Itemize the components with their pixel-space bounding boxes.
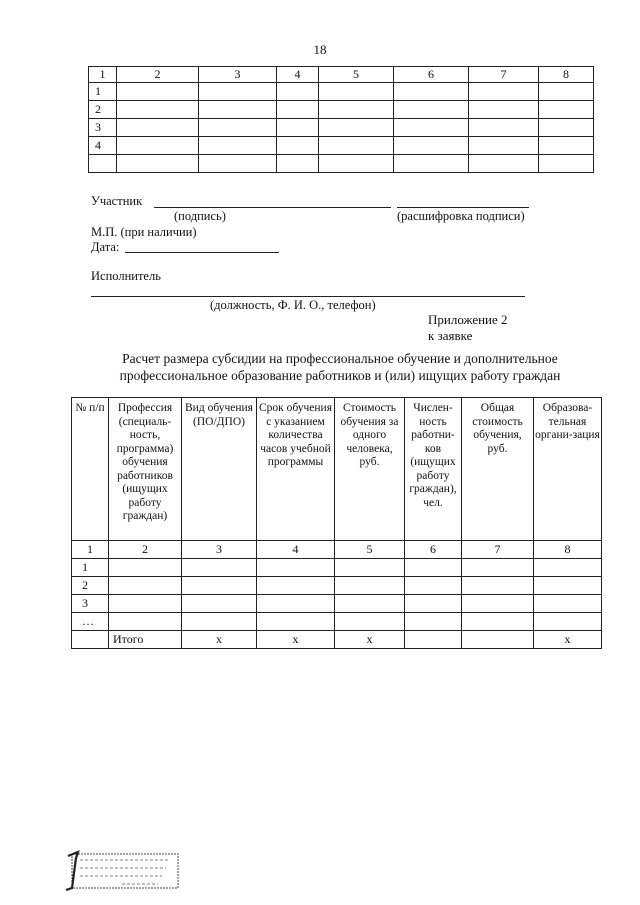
- table-cell: [277, 101, 319, 119]
- table-cell: [109, 559, 182, 577]
- column-header: Образова-тельная органи-зация: [534, 398, 602, 541]
- appendix-title-line: к заявке: [428, 328, 473, 343]
- table-cell: [534, 595, 602, 613]
- total-cell: х: [335, 631, 405, 649]
- row-number: 1: [72, 559, 109, 577]
- column-number: 7: [462, 541, 534, 559]
- participant-label: Участник: [91, 194, 143, 208]
- column-header: № п/п: [72, 398, 109, 541]
- date-line[interactable]: [125, 252, 279, 253]
- table-cell: [335, 577, 405, 595]
- page-number: 18: [313, 42, 327, 57]
- table-cell: [462, 613, 534, 631]
- column-number: 7: [469, 67, 539, 83]
- total-cell: [462, 631, 534, 649]
- table-cell: [277, 83, 319, 101]
- table-cell: [405, 559, 462, 577]
- table-cell: [534, 559, 602, 577]
- table-cell: [182, 613, 257, 631]
- table-cell: [405, 613, 462, 631]
- table-row: [72, 559, 602, 577]
- table-cell: [319, 137, 394, 155]
- table-cell: [539, 155, 594, 173]
- row-number: …: [72, 613, 109, 631]
- certification-stamp: [62, 848, 180, 892]
- table-row: [89, 101, 594, 119]
- column-number: 4: [257, 541, 335, 559]
- date-label: Дата:: [91, 240, 120, 254]
- appendix-title: [428, 312, 508, 344]
- column-number: 5: [335, 541, 405, 559]
- column-number: 5: [319, 67, 394, 83]
- table-header-row: [72, 398, 602, 541]
- executor-line[interactable]: [91, 296, 525, 297]
- table-row: [89, 137, 594, 155]
- table-cell: [394, 119, 469, 137]
- total-cell: х: [257, 631, 335, 649]
- table-cell: [182, 595, 257, 613]
- heading-line: профессиональное образование работников и (или) ищущих работу граждан: [119, 368, 561, 383]
- table-row: [89, 119, 594, 137]
- executor-caption: (должность, Ф. И. О., телефон): [210, 298, 376, 312]
- total-cell: х: [534, 631, 602, 649]
- column-number: 2: [117, 67, 199, 83]
- column-header: Общая стоимость обучения, руб.: [462, 398, 534, 541]
- table-cell: [109, 595, 182, 613]
- table-cell: [319, 155, 394, 173]
- table-cell: [319, 83, 394, 101]
- column-number: 6: [405, 541, 462, 559]
- table-cell: [199, 83, 277, 101]
- column-number: 8: [534, 541, 602, 559]
- row-number: 4: [89, 137, 117, 155]
- table-row: [72, 613, 602, 631]
- table-cell: [199, 119, 277, 137]
- table-cell: [257, 577, 335, 595]
- total-cell: [405, 631, 462, 649]
- table-cell: [182, 577, 257, 595]
- table-cell: [319, 119, 394, 137]
- table-cell: [109, 577, 182, 595]
- total-cell: х: [182, 631, 257, 649]
- table-cell: [257, 613, 335, 631]
- table-cell: [109, 613, 182, 631]
- seal-label: М.П. (при наличии): [91, 225, 197, 239]
- appendix-title-line: Приложение 2: [428, 312, 508, 327]
- row-number: 2: [89, 101, 117, 119]
- table-cell: [199, 137, 277, 155]
- heading-line: Расчет размера субсидии на профессиональное обучение и дополнительное: [122, 351, 558, 366]
- section-heading: [80, 350, 600, 384]
- table-cell: [469, 155, 539, 173]
- table-cell: [469, 119, 539, 137]
- subsidy-calculation-table: [71, 397, 602, 649]
- signature-line[interactable]: [154, 207, 391, 208]
- column-number: 2: [109, 541, 182, 559]
- table-cell: [534, 613, 602, 631]
- row-number: 2: [72, 577, 109, 595]
- table-row: [72, 577, 602, 595]
- table-cell: [469, 137, 539, 155]
- row-number: [89, 155, 117, 173]
- table-row: [72, 595, 602, 613]
- column-number: 6: [394, 67, 469, 83]
- table-cell: [394, 137, 469, 155]
- table-cell: [539, 83, 594, 101]
- column-number: 3: [199, 67, 277, 83]
- table-cell: [394, 155, 469, 173]
- table-cell: [539, 101, 594, 119]
- table-row: [89, 83, 594, 101]
- table-cell: [117, 155, 199, 173]
- table-cell: [394, 83, 469, 101]
- table-cell: [319, 101, 394, 119]
- table-cell: [405, 577, 462, 595]
- column-header: Вид обучения (ПО/ДПО): [182, 398, 257, 541]
- column-number: 1: [89, 67, 117, 83]
- table-cell: [257, 595, 335, 613]
- table-cell: [469, 83, 539, 101]
- table-cell: [539, 119, 594, 137]
- table-cell: [257, 559, 335, 577]
- column-header: Стоимость обучения за одного человека, руб.: [335, 398, 405, 541]
- continuation-table: [88, 66, 594, 173]
- column-number-row: [72, 541, 602, 559]
- column-header: Профессия (специаль-ность, программа) обучения работников (ищущих работу граждан): [109, 398, 182, 541]
- table-cell: [72, 631, 109, 649]
- table-cell: [117, 83, 199, 101]
- table-cell: [117, 137, 199, 155]
- row-number: 3: [72, 595, 109, 613]
- table-cell: [182, 559, 257, 577]
- table-cell: [277, 155, 319, 173]
- column-number: 4: [277, 67, 319, 83]
- table-cell: [469, 101, 539, 119]
- decoding-caption: (расшифровка подписи): [397, 209, 525, 223]
- table-cell: [405, 595, 462, 613]
- table-row: [89, 155, 594, 173]
- table-cell: [199, 101, 277, 119]
- table-cell: [199, 155, 277, 173]
- table-cell: [534, 577, 602, 595]
- table-cell: [277, 119, 319, 137]
- table-cell: [335, 595, 405, 613]
- table-cell: [335, 559, 405, 577]
- column-number: 3: [182, 541, 257, 559]
- table-cell: [117, 101, 199, 119]
- table-header-row: [89, 67, 594, 83]
- table-cell: [394, 101, 469, 119]
- row-number: 1: [89, 83, 117, 101]
- row-number: 3: [89, 119, 117, 137]
- total-row: [72, 631, 602, 649]
- table-cell: [462, 595, 534, 613]
- table-cell: [462, 577, 534, 595]
- column-header: Числен-ность работни-ков (ищущих работу граждан), чел.: [405, 398, 462, 541]
- table-cell: [117, 119, 199, 137]
- table-cell: [335, 613, 405, 631]
- total-label: Итого: [109, 631, 182, 649]
- signature-caption: (подпись): [174, 209, 226, 223]
- column-header: Срок обучения с указанием количества часов учебной программы: [257, 398, 335, 541]
- signature-decoding-line[interactable]: [397, 207, 529, 208]
- column-number: 1: [72, 541, 109, 559]
- executor-label: Исполнитель: [91, 269, 161, 283]
- table-cell: [277, 137, 319, 155]
- column-number: 8: [539, 67, 594, 83]
- table-cell: [539, 137, 594, 155]
- table-cell: [462, 559, 534, 577]
